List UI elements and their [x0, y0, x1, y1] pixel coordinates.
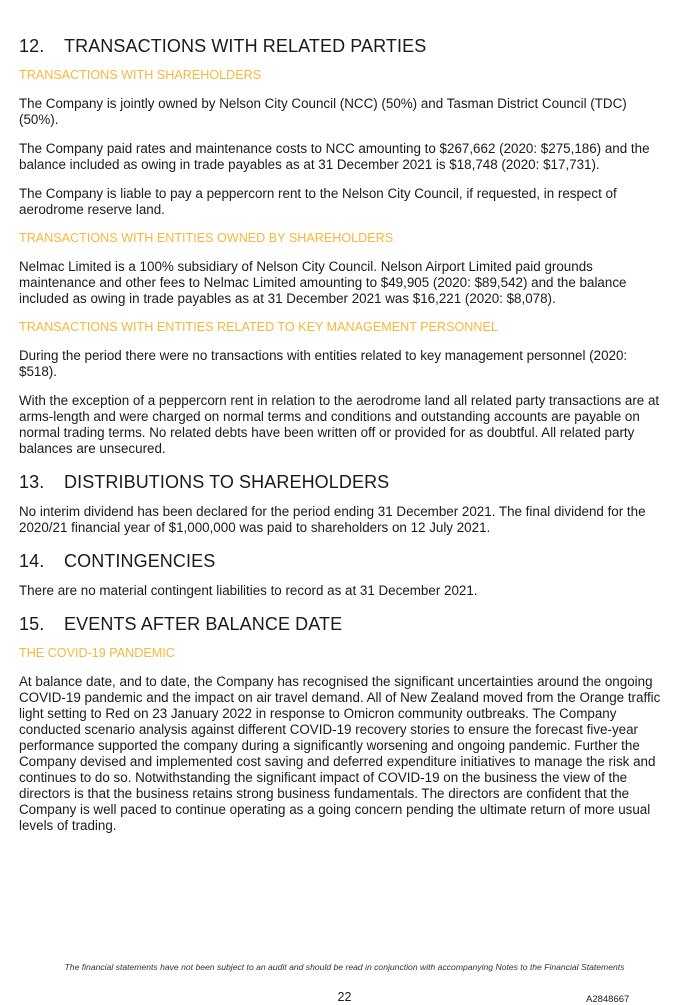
- section-14-heading: [19, 549, 667, 573]
- paragraph-covid-impact: At balance date, and to date, the Company has recognised the significant uncertainties around the ongoing COVID-19 pandemic and the impact on air travel demand. All of New Zealand moved from the Orange traffic light setting to Red on 23 January 2022 in response to Omicron community outbreaks. The Company conducted scenario analysis against different COVID-19 recovery stories to ensure the forecast five-year performance supported the company during a significantly worsening and ongoing pandemic. Further the Company devised and implemented cost saving and deferred expenditure initiatives to manage the risk and continues to do so. Notwithstanding the significant impact of COVID-19 on the business the view of the directors is that the business retains strong business fundamentals. The directors are confident that the Company is well paced to continue operating as a going concern pending the ultimate return of more usual levels of trading.: [19, 674, 661, 833]
- section-13-title: DISTRIBUTIONS TO SHAREHOLDERS: [64, 472, 390, 492]
- section-14-title: CONTINGENCIES: [64, 551, 216, 571]
- paragraph-ownership: The Company is jointly owned by Nelson City Council (NCC) (50%) and Tasman District Council (TDC) (50%).: [19, 96, 627, 127]
- section-15-heading: [19, 612, 667, 636]
- subheading-entities-owned: TRANSACTIONS WITH ENTITIES OWNED BY SHAREHOLDERS: [19, 231, 394, 245]
- section-12-title: TRANSACTIONS WITH RELATED PARTIES: [64, 36, 427, 56]
- section-14-number: 14.: [19, 551, 45, 571]
- paragraph-dividend: No interim dividend has been declared for the period ending 31 December 2021. The final dividend for the 2020/21 financial year of $1,000,000 was paid to shareholders on 12 July 2021.: [19, 504, 646, 535]
- subheading-transactions-shareholders: TRANSACTIONS WITH SHAREHOLDERS: [19, 68, 262, 82]
- paragraph-peppercorn-rent: The Company is liable to pay a peppercorn rent to the Nelson City Council, if requested, in respect of aerodrome reserve land.: [19, 186, 617, 217]
- page-number: 22: [337, 990, 352, 1004]
- section-13-number: 13.: [19, 472, 45, 492]
- paragraph-nelmac: Nelmac Limited is a 100% subsidiary of Nelson City Council. Nelson Airport Limited paid grounds maintenance and other fees to Nelmac Limited amounting to $49,905 (2020: $89,542) and the balance included as owing in trade payables as at 31 December 2021 was $16,221 (2020: $8,078).: [19, 259, 627, 306]
- subheading-key-management: TRANSACTIONS WITH ENTITIES RELATED TO KEY MANAGEMENT PERSONNEL: [19, 320, 498, 334]
- section-15-number: 15.: [19, 614, 45, 634]
- paragraph-contingencies: There are no material contingent liabilities to record as at 31 December 2021.: [19, 583, 478, 598]
- footer-disclaimer: The financial statements have not been subject to an audit and should be read in conjunction with accompanying Notes to the Financial Statements: [64, 962, 625, 972]
- paragraph-arms-length: With the exception of a peppercorn rent in relation to the aerodrome land all related party transactions are at arms-length and were charged on normal terms and conditions and outstanding accounts are payable on normal trading terms. No related debts have been written off or provided for as doubtful. All related party balances are unsecured.: [19, 393, 660, 456]
- section-15-title: EVENTS AFTER BALANCE DATE: [64, 614, 343, 634]
- section-12-number: 12.: [19, 36, 45, 56]
- paragraph-rates-maintenance: The Company paid rates and maintenance costs to NCC amounting to $267,662 (2020: $275,186) and the balance included as owing in trade payables as at 31 December 2021 is $18,748 (2020: $17,731).: [19, 141, 650, 172]
- subheading-covid-pandemic: THE COVID-19 PANDEMIC: [19, 646, 175, 660]
- document-body: [19, 34, 667, 847]
- document-reference: A2848667: [586, 994, 630, 1005]
- section-13-heading: [19, 470, 667, 494]
- paragraph-key-management: During the period there were no transactions with entities related to key management personnel (2020: $518).: [19, 348, 628, 379]
- section-12-heading: [19, 34, 667, 58]
